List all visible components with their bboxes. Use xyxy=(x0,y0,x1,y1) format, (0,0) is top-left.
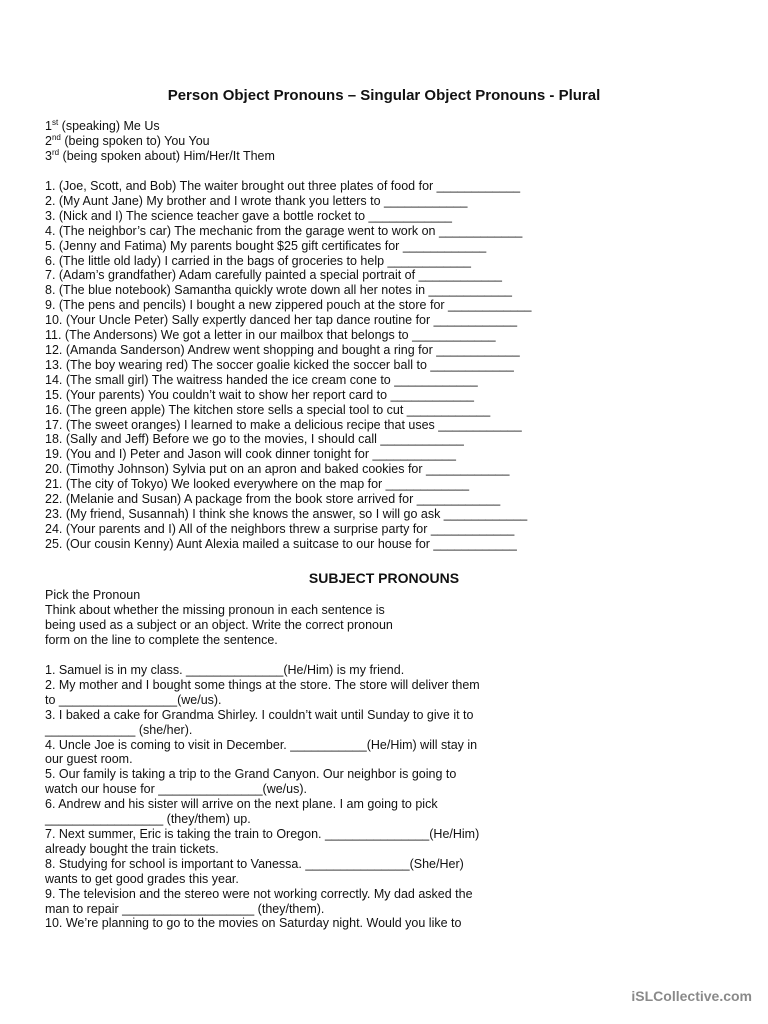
legend-ordinal-suffix: st xyxy=(51,117,59,127)
exercise-item: 24. (Your parents and I) All of the neighbors threw a surprise party for ____________ xyxy=(45,521,515,536)
exercise-item xyxy=(45,916,480,931)
legend-number: 2 xyxy=(45,134,52,148)
exercise-item-line: wants to get good grades this year. xyxy=(45,871,239,886)
page-title: Person Object Pronouns – Singular Object Pronouns - Plural xyxy=(167,87,601,104)
exercise-item: 7. (Adam’s grandfather) Adam carefully painted a special portrait of ____________ xyxy=(45,268,503,283)
legend-number: 1 xyxy=(45,119,52,133)
exercise-item: 25. (Our cousin Kenny) Aunt Alexia mailed a suitcase to our house for ____________ xyxy=(45,536,517,551)
instructions-line: Think about whether the missing pronoun in each sentence is xyxy=(45,603,385,617)
exercise-item-line: _________________ (they/them) up. xyxy=(45,812,251,827)
exercise-item-line: 4. Uncle Joe is coming to visit in December. ___________(He/Him) will stay in xyxy=(45,737,478,752)
exercise-item-line: 3. I baked a cake for Grandma Shirley. I couldn’t wait until Sunday to give it to xyxy=(45,707,474,722)
exercise-item: 17. (The sweet oranges) I learned to make a delicious recipe that uses ____________ xyxy=(45,417,522,432)
legend-line xyxy=(45,134,275,149)
exercise-item-line: 10. We’re planning to go to the movies on Saturday night. Would you like to xyxy=(45,916,462,931)
legend-text: (being spoken to) You You xyxy=(60,134,210,148)
exercise-item-line: already bought the train tickets. xyxy=(45,841,219,856)
exercise-item xyxy=(45,767,480,797)
exercise-item xyxy=(45,708,480,738)
legend-ordinal-suffix: rd xyxy=(51,147,60,157)
exercise-item xyxy=(45,678,480,708)
exercise-item: 2. (My Aunt Jane) My brother and I wrote thank you letters to ____________ xyxy=(45,193,468,208)
legend-text: (being spoken about) Him/Her/It Them xyxy=(59,149,275,163)
exercise-item: 18. (Sally and Jeff) Before we go to the movies, I should call ____________ xyxy=(45,432,464,447)
exercise-item-line: 7. Next summer, Eric is taking the train to Oregon. _______________(He/Him) xyxy=(45,826,480,841)
object-pronoun-exercise-list xyxy=(45,179,531,552)
exercise-item: 1. (Joe, Scott, and Bob) The waiter brought out three plates of food for ____________ xyxy=(45,179,521,193)
exercise-item-line: watch our house for _______________(we/us). xyxy=(45,782,307,797)
exercise-item: 3. (Nick and I) The science teacher gave a bottle rocket to ____________ xyxy=(45,208,452,223)
exercise-item: 14. (The small girl) The waitress handed the ice cream cone to ____________ xyxy=(45,372,478,387)
legend-line xyxy=(45,119,275,134)
exercise-item: 6. (The little old lady) I carried in the bags of groceries to help ____________ xyxy=(45,253,471,268)
legend-text: (speaking) Me Us xyxy=(58,119,160,133)
exercise-item: 23. (My friend, Susannah) I think she knows the answer, so I will go ask ____________ xyxy=(45,506,528,521)
exercise-item xyxy=(45,827,480,857)
pick-pronoun-exercise-list xyxy=(45,663,480,931)
exercise-item: 12. (Amanda Sanderson) Andrew went shopping and bought a ring for ____________ xyxy=(45,342,520,357)
pronoun-legend xyxy=(45,119,275,164)
exercise-item: 10. (Your Uncle Peter) Sally expertly danced her tap dance routine for ____________ xyxy=(45,313,518,328)
exercise-item: 5. (Jenny and Fatima) My parents bought $25 gift certificates for ____________ xyxy=(45,238,487,253)
exercise-item-line: 2. My mother and I bought some things at the store. The store will deliver them xyxy=(45,677,480,692)
exercise-item xyxy=(45,857,480,887)
exercise-item-line: 1. Samuel is in my class. ______________(He/Him) is my friend. xyxy=(45,663,405,677)
legend-line xyxy=(45,149,275,164)
instructions-line: being used as a subject or an object. Write the correct pronoun xyxy=(45,618,393,632)
exercise-item: 22. (Melanie and Susan) A package from the book store arrived for ____________ xyxy=(45,492,501,507)
exercise-item-line: 9. The television and the stereo were not working correctly. My dad asked the xyxy=(45,886,473,901)
exercise-item xyxy=(45,797,480,827)
exercise-item: 11. (The Andersons) We got a letter in our mailbox that belongs to ____________ xyxy=(45,328,496,343)
exercise-item: 20. (Timothy Johnson) Sylvia put on an apron and baked cookies for ____________ xyxy=(45,462,510,477)
exercise-item-line: 5. Our family is taking a trip to the Grand Canyon. Our neighbor is going to xyxy=(45,767,457,782)
exercise-item-line: 8. Studying for school is important to Vanessa. _______________(She/Her) xyxy=(45,856,464,871)
exercise-item: 9. (The pens and pencils) I bought a new zippered pouch at the store for ____________ xyxy=(45,298,532,313)
exercise-item: 4. (The neighbor’s car) The mechanic from the garage went to work on ____________ xyxy=(45,223,523,238)
exercise-item: 16. (The green apple) The kitchen store sells a special tool to cut ____________ xyxy=(45,402,491,417)
exercise-item: 21. (The city of Tokyo) We looked everywhere on the map for ____________ xyxy=(45,477,470,492)
exercise-item: 8. (The blue notebook) Samantha quickly wrote down all her notes in ____________ xyxy=(45,283,512,298)
legend-ordinal-suffix: nd xyxy=(51,132,61,142)
exercise-item-line: _____________ (she/her). xyxy=(45,722,193,737)
exercise-item: 15. (Your parents) You couldn’t wait to show her report card to ____________ xyxy=(45,387,474,402)
legend-number: 3 xyxy=(45,149,52,163)
exercise-item xyxy=(45,663,480,678)
instructions-line: form on the line to complete the sentence. xyxy=(45,633,278,647)
exercise-item-line: man to repair ___________________ (they/them). xyxy=(45,901,325,916)
instructions xyxy=(45,588,393,648)
exercise-item xyxy=(45,887,480,917)
section-title-subject-pronouns: SUBJECT PRONOUNS xyxy=(308,570,460,586)
exercise-item xyxy=(45,738,480,768)
exercise-item-line: to _________________(we/us). xyxy=(45,692,222,707)
instructions-heading: Pick the Pronoun xyxy=(45,588,141,602)
site-watermark: iSLCollective.com xyxy=(631,988,752,1004)
exercise-item-line: 6. Andrew and his sister will arrive on the next plane. I am going to pick xyxy=(45,797,438,812)
exercise-item: 19. (You and I) Peter and Jason will cook dinner tonight for ____________ xyxy=(45,447,456,462)
exercise-item-line: our guest room. xyxy=(45,752,133,767)
exercise-item: 13. (The boy wearing red) The soccer goalie kicked the soccer ball to ____________ xyxy=(45,357,514,372)
